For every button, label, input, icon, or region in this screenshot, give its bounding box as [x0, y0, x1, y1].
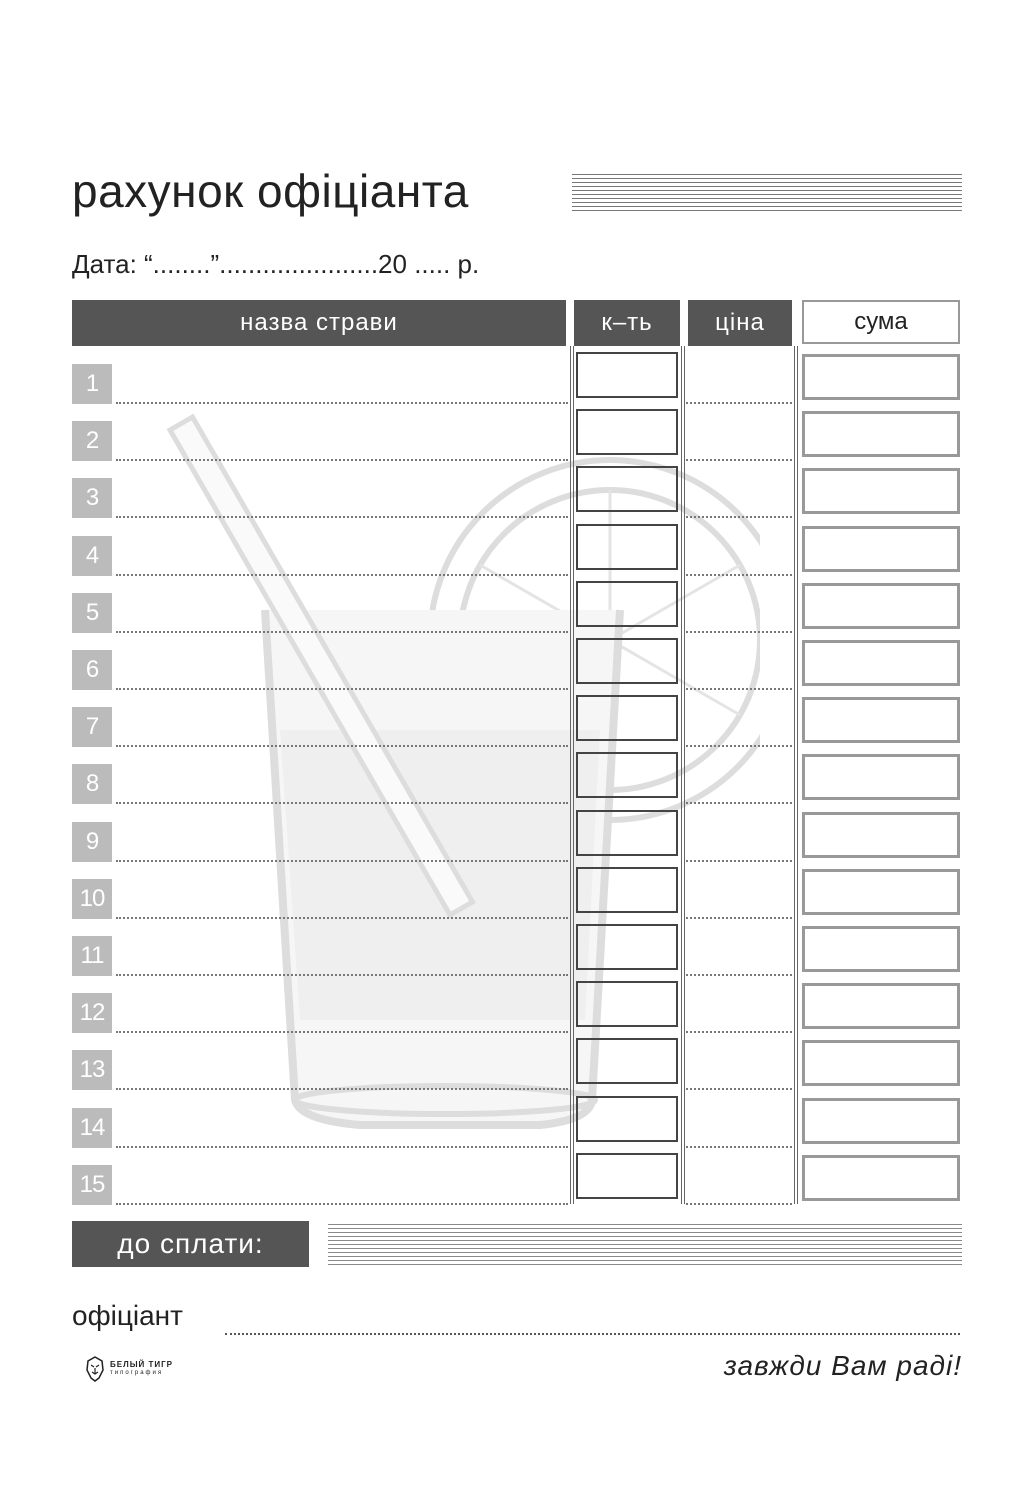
price-field[interactable]	[686, 745, 792, 747]
quantity-field[interactable]	[576, 1038, 678, 1084]
row-number: 6	[72, 650, 112, 690]
title-decorative-lines	[572, 174, 962, 214]
dish-name-field[interactable]	[116, 1031, 568, 1033]
quantity-field[interactable]	[576, 466, 678, 512]
price-field[interactable]	[686, 459, 792, 461]
logo-subtitle: типография	[110, 1370, 164, 1376]
sum-field[interactable]	[802, 640, 960, 686]
dish-name-field[interactable]	[116, 1203, 568, 1205]
price-field[interactable]	[686, 1146, 792, 1148]
column-divider	[684, 346, 685, 1204]
sum-field[interactable]	[802, 1155, 960, 1201]
row-number: 8	[72, 764, 112, 804]
waiter-label: офіціант	[72, 1300, 183, 1331]
column-divider	[794, 346, 795, 1204]
slogan: завжди Вам раді!	[723, 1350, 962, 1381]
row-number: 7	[72, 707, 112, 747]
sum-field[interactable]	[802, 583, 960, 629]
dish-name-field[interactable]	[116, 802, 568, 804]
to-pay-label: до сплати:	[72, 1221, 309, 1267]
quantity-field[interactable]	[576, 409, 678, 455]
waiter-signature-field[interactable]	[225, 1333, 960, 1335]
sum-field[interactable]	[802, 926, 960, 972]
row-number: 15	[72, 1165, 112, 1205]
row-number: 13	[72, 1050, 112, 1090]
sum-field[interactable]	[802, 354, 960, 400]
sum-field[interactable]	[802, 526, 960, 572]
quantity-field[interactable]	[576, 581, 678, 627]
header-price: ціна	[688, 300, 792, 346]
quantity-field[interactable]	[576, 524, 678, 570]
row-number: 4	[72, 536, 112, 576]
sum-field[interactable]	[802, 411, 960, 457]
price-field[interactable]	[686, 1031, 792, 1033]
quantity-field[interactable]	[576, 695, 678, 741]
header-quantity: к–ть	[574, 300, 680, 346]
price-field[interactable]	[686, 516, 792, 518]
date-field[interactable]: Дата: “........”......................20 ..... р.	[72, 249, 480, 279]
column-divider	[681, 346, 682, 1204]
column-divider	[797, 346, 798, 1204]
logo-name: БЕЛЫЙ ТИГР	[110, 1360, 174, 1369]
row-number: 14	[72, 1108, 112, 1148]
sum-field[interactable]	[802, 754, 960, 800]
dish-name-field[interactable]	[116, 974, 568, 976]
price-field[interactable]	[686, 402, 792, 404]
row-number: 5	[72, 593, 112, 633]
quantity-field[interactable]	[576, 810, 678, 856]
sum-field[interactable]	[802, 812, 960, 858]
price-field[interactable]	[686, 1088, 792, 1090]
quantity-field[interactable]	[576, 1153, 678, 1199]
sum-field[interactable]	[802, 1040, 960, 1086]
price-field[interactable]	[686, 631, 792, 633]
sum-field[interactable]	[802, 468, 960, 514]
quantity-field[interactable]	[576, 638, 678, 684]
dish-name-field[interactable]	[116, 631, 568, 633]
quantity-field[interactable]	[576, 352, 678, 398]
dish-name-field[interactable]	[116, 574, 568, 576]
dish-name-field[interactable]	[116, 459, 568, 461]
page-title: рахунок офіціанта	[72, 165, 469, 217]
price-field[interactable]	[686, 688, 792, 690]
row-number: 9	[72, 822, 112, 862]
quantity-field[interactable]	[576, 867, 678, 913]
sum-field[interactable]	[802, 869, 960, 915]
price-field[interactable]	[686, 802, 792, 804]
sum-field[interactable]	[802, 983, 960, 1029]
dish-name-field[interactable]	[116, 402, 568, 404]
dish-name-field[interactable]	[116, 917, 568, 919]
dish-name-field[interactable]	[116, 860, 568, 862]
row-number: 2	[72, 421, 112, 461]
dish-name-field[interactable]	[116, 516, 568, 518]
tiger-head-icon	[86, 1356, 104, 1382]
header-sum: сума	[802, 300, 960, 344]
price-field[interactable]	[686, 574, 792, 576]
quantity-field[interactable]	[576, 981, 678, 1027]
header-dish-name: назва страви	[72, 300, 566, 346]
row-number: 11	[72, 936, 112, 976]
column-divider	[570, 346, 571, 1204]
row-number: 3	[72, 478, 112, 518]
price-field[interactable]	[686, 1203, 792, 1205]
to-pay-field[interactable]	[328, 1224, 962, 1268]
price-field[interactable]	[686, 917, 792, 919]
dish-name-field[interactable]	[116, 1088, 568, 1090]
column-divider	[573, 346, 574, 1204]
sum-field[interactable]	[802, 697, 960, 743]
row-number: 10	[72, 879, 112, 919]
row-number: 12	[72, 993, 112, 1033]
dish-name-field[interactable]	[116, 1146, 568, 1148]
price-field[interactable]	[686, 974, 792, 976]
printer-logo	[86, 1356, 173, 1382]
price-field[interactable]	[686, 860, 792, 862]
quantity-field[interactable]	[576, 752, 678, 798]
dish-name-field[interactable]	[116, 745, 568, 747]
quantity-field[interactable]	[576, 924, 678, 970]
dish-name-field[interactable]	[116, 688, 568, 690]
row-number: 1	[72, 364, 112, 404]
quantity-field[interactable]	[576, 1096, 678, 1142]
sum-field[interactable]	[802, 1098, 960, 1144]
